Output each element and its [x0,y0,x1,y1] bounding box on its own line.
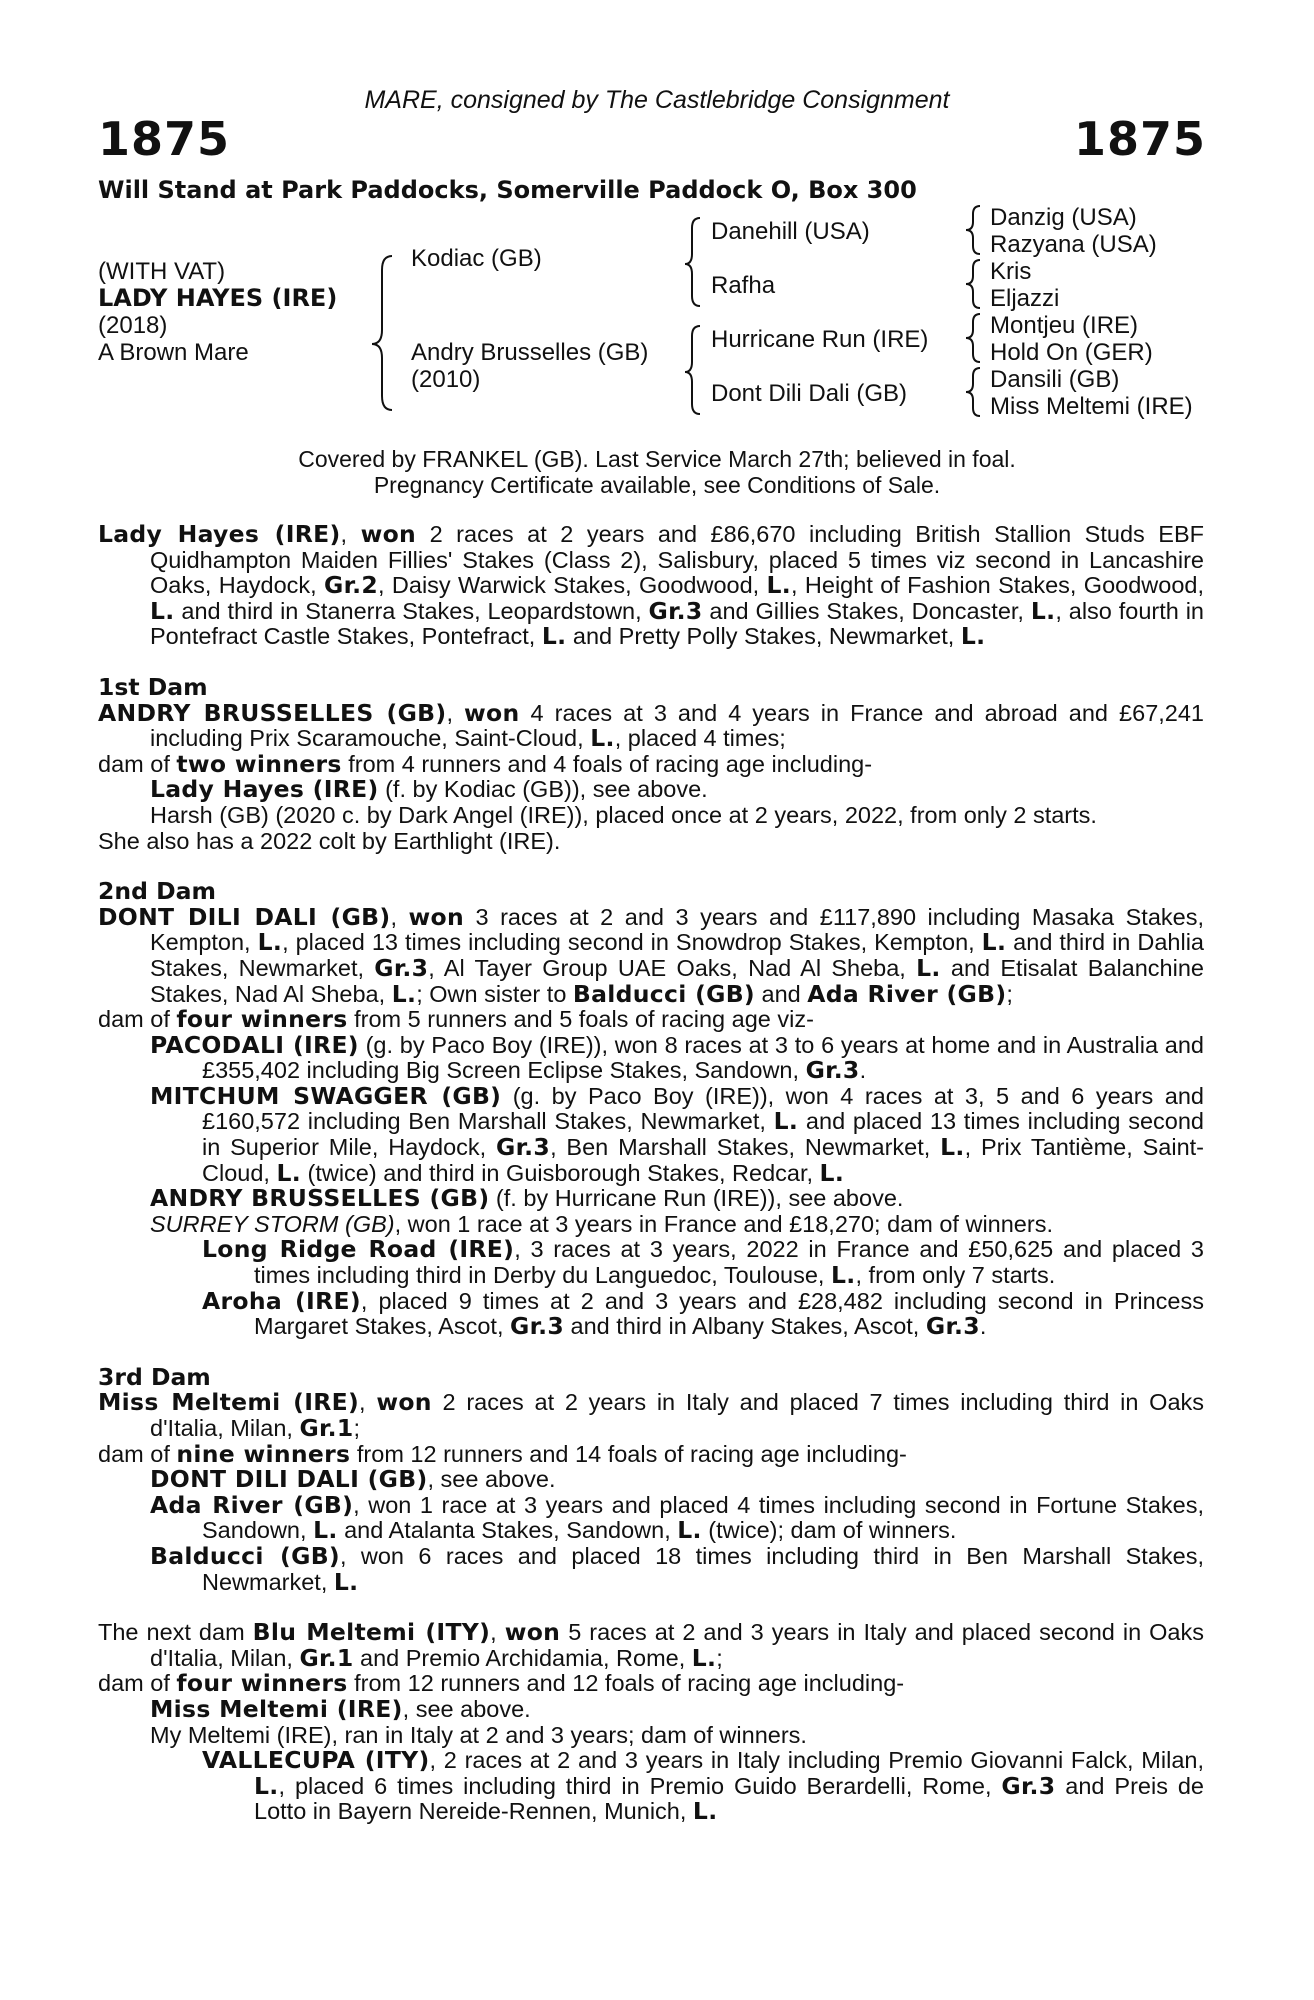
ggs-4: Eljazzi [990,285,1060,312]
sire-dam: Rafha [711,272,776,299]
first-dam-section: 1st Dam ANDRY BRUSSELLES (GB), won 4 races at 3 and 4 years in France and abroad and £67,241 including Prix Scaramouche, Saint-Cloud, L., placed 4 times; dam of two winners from 4 runners and 4 foals of racing age including- Lady Hayes (IRE) (f. by Kodiac (GB)), see above. Harsh (GB) (2020 c. by Dark Angel (IRE)), placed once at 2 years, 2022, from only 2 starts. She also has a 2022 colt by Earthlight (IRE). [98,672,1204,854]
covered-line-1: Covered by FRANKEL (GB). Last Service March 27th; believed in foal. [298,446,1016,472]
brace-dam [685,326,700,414]
catalogue-body [98,522,1204,1825]
next-dam-section: The next dam Blu Meltemi (ITY), won 5 races at 2 and 3 years in Italy and placed second in Oaks d'Italia, Milan, Gr.1 and Premio Archidamia, Rome, L.; dam of four winners from 12 runners and 12 foals of racing age including- Miss Meltemi (IRE), see above. My Meltemi (IRE), ran in Italy at 2 and 3 years; dam of winners. VALLECUPA (ITY), 2 races at 2 and 3 years in Italy including Premio Giovanni Falck, Milan, L., placed 6 times including third in Premio Guido Berardelli, Rome, Gr.3 and Preis de Lotto in Bayern Nereide-Rennen, Munich, L. [98,1618,1204,1826]
ggs-3: Kris [990,258,1032,285]
foaling-year: (2018) [98,312,168,339]
dam-dam: Dont Dili Dali (GB) [711,380,908,407]
section-heading: 2nd Dam [98,877,216,906]
brace-g3-1 [966,206,980,254]
ggs-7: Dansili (GB) [990,366,1120,393]
ggs-1: Danzig (USA) [990,204,1137,231]
dam-year: (2010) [411,366,481,393]
sire: Kodiac (GB) [411,245,542,272]
ggs-6: Hold On (GER) [990,339,1153,366]
section-heading: 3rd Dam [98,1362,211,1391]
covered-note [0,446,1314,498]
brace-g3-4 [966,368,980,416]
covered-line-2: Pregnancy Certificate available, see Conditions of Sale. [373,472,941,498]
dam: Andry Brusselles (GB) [411,339,649,366]
section-heading: 1st Dam [98,672,208,701]
brace-g3-2 [966,260,980,308]
ggs-5: Montjeu (IRE) [990,312,1139,339]
second-dam-section: 2nd Dam DONT DILI DALI (GB), won 3 races at 2 and 3 years and £117,890 including Masaka Stakes, Kempton, L., placed 13 times including second in Snowdrop Stakes, Kempton, L. and third in Dahlia Stakes, Newmarket, Gr.3, Al Tayer Group UAE Oaks, Nad Al Sheba, L. and Etisalat Balanchine Stakes, Nad Al Sheba, L.; Own sister to Balducci (GB) and Ada River (GB); dam of four winners from 5 runners and 5 foals of racing age viz- PACODALI (IRE) (g. by Paco Boy (IRE)), won 8 races at 3 to 6 years at home and in Australia and £355,402 including Big Screen Eclipse Stakes, Sandown, Gr.3. MITCHUM SWAGGER (GB) (g. by Paco Boy (IRE)), won 4 races at 3, 5 and 6 years and £160,572 including Ben Marshall Stakes, Newmarket, L. and placed 13 times including second in Superior Mile, Haydock, Gr.3, Ben Marshall Stakes, Newmarket, L., Prix Tantième, Saint-Cloud, L. (twice) and third in Guisborough Stakes, Redcar, L. ANDRY BRUSSELLES (GB) (f. by Hurricane Run (IRE)), see above. SURREY STORM (GB), won 1 race at 3 years in France and £18,270; dam of winners. Long Ridge Road (IRE), 3 races at 3 years, 2022 in France and £50,625 and placed 3 times including third in Derby du Languedoc, Toulouse, L., from only 7 starts. Aroha (IRE), placed 9 times at 2 and 3 years and £28,482 including second in Princess Margaret Stakes, Ascot, Gr.3 and third in Albany Stakes, Ascot, Gr.3. [98,877,1205,1341]
consignor-line: MARE, consigned by The Castlebridge Consignment [364,86,950,114]
vat-note: (WITH VAT) [98,258,226,285]
brace-gen1 [372,256,392,410]
sire-sire: Danehill (USA) [711,218,870,245]
horse-description: A Brown Mare [98,339,249,366]
ggs-2: Razyana (USA) [990,231,1157,258]
dam-sire: Hurricane Run (IRE) [711,326,929,353]
lady-hayes-record: Lady Hayes (IRE), won 2 races at 2 years and £86,670 including British Stallion Studs EBF Quidhampton Maiden Fillies' Stakes (Class 2), Salisbury, placed 5 times viz second in Lancashire Oaks, Haydock, Gr.2, Daisy Warwick Stakes, Goodwood, L., Height of Fashion Stakes, Goodwood, L. and third in Stanerra Stakes, Leopardstown, Gr.3 and Gillies Stakes, Doncaster, L., also fourth in Pontefract Castle Stakes, Pontefract, L. and Pretty Polly Stakes, Newmarket, L. [98,520,1204,651]
brace-g3-3 [966,314,980,362]
stabling-line: Will Stand at Park Paddocks, Somerville Paddock O, Box 300 [98,176,917,204]
lot-number-right: 1875 [1073,112,1206,166]
third-dam-section: 3rd Dam Miss Meltemi (IRE), won 2 races at 2 years in Italy and placed 7 times including third in Oaks d'Italia, Milan, Gr.1; dam of nine winners from 12 runners and 14 foals of racing age including- DONT DILI DALI (GB), see above. Ada River (GB), won 1 race at 3 years and placed 4 times including second in Fortune Stakes, Sandown, L. and Atalanta Stakes, Sandown, L. (twice); dam of winners. Balducci (GB), won 6 races and placed 18 times including third in Ben Marshall Stakes, Newmarket, L. [98,1362,1205,1596]
ggs-8: Miss Meltemi (IRE) [990,393,1193,420]
lot-number-left: 1875 [98,112,231,166]
brace-sire [685,218,700,306]
horse-name: LADY HAYES (IRE) [98,284,338,312]
